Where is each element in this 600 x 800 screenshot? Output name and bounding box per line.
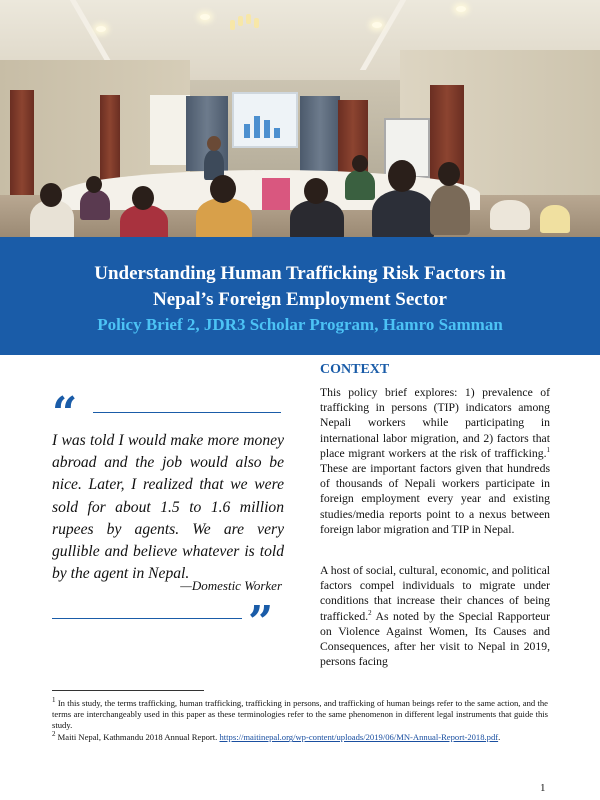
footnote-2 [52,732,548,743]
photo-lamp [200,14,210,20]
photo-attendee [290,200,344,237]
photo-attendee-head [86,176,102,193]
open-quote-icon: “ [52,388,78,439]
pull-quote-attribution: —Domestic Worker [180,578,282,593]
title-line: Understanding Human Trafficking Risk Factors in [94,263,506,284]
photo-attendee [430,185,470,235]
photo-attendee-head [210,175,236,203]
context-paragraph [320,563,550,669]
context-text: These are important factors given that hundreds of thousands of Nepali workers participate in foreign employment every year and existing studies/media reports point to a nexus between foreign labor migration and TIP in Nepal. [320,462,550,536]
footnote-text: . [498,732,501,743]
footnote-text: Maiti Nepal, Kathmandu 2018 Annual Report. [55,732,220,743]
photo-podium [262,178,290,210]
photo-lamp [372,22,382,28]
quote-rule-bottom [52,618,242,619]
context-text: A host of social, cultural, economic, and political factors compel individuals to migrate under conditions that increase their chances of being trafficked. [320,564,550,623]
footnote-mark: 2 [52,730,56,739]
context-heading: CONTEXT [320,362,390,377]
footnote-ref[interactable]: 2 [368,608,372,617]
footnote-mark: 1 [52,696,56,705]
page-number: 1 [540,782,546,794]
hero-photo [0,0,600,237]
footnotes [52,698,548,744]
photo-attendee-head [132,186,154,210]
photo-lamp [96,26,106,32]
photo-chandelier [228,10,264,40]
pull-quote-text: I was told I would make more money abroad and the job would also be nice. Later, I realized that we were sold for about 1.5 to 1.6 million rupees by agents. We are very gullible and believe whatever is told by the agent in Nepal. [52,432,284,583]
footnote-1 [52,698,548,731]
footnote-link[interactable]: https://maitinepal.org/wp-content/uploads/2019/06/MN-Annual-Report-2018.pdf [219,732,499,743]
photo-window [150,95,190,165]
photo-curtain [300,96,340,171]
context-paragraph [320,385,550,537]
photo-curtain [10,90,34,200]
photo-attendee-head [388,160,416,192]
quote-rule-top [93,412,281,413]
photo-attendee [372,190,434,237]
document-subtitle: Policy Brief 2, JDR3 Scholar Program, Hamro Samman [97,315,503,334]
photo-attendee-head [304,178,328,204]
photo-lamp [456,6,466,12]
photo-attendee [345,170,375,200]
photo-attendee [540,205,570,233]
photo-curtain [100,95,120,185]
photo-attendee-head [352,155,368,172]
title-line: Nepal’s Foreign Employment Sector [153,289,447,310]
close-quote-icon: ” [248,597,274,648]
context-text: This policy brief explores: 1) prevalence of trafficking in persons (TIP) indicators among Nepali workers while participating in international labor migration, and 2) factors that place migrant workers at the risk of trafficking. [320,386,550,460]
document-title [20,261,580,313]
footnote-text: In this study, the terms trafficking, human trafficking, trafficking in persons, and trafficking of human beings refer to the same action, and the terms are interchangeably used in this paper as these terminologies refer to the same phenomenon in different legal instruments that guide this study. [52,698,548,731]
photo-projection-screen [232,92,298,148]
photo-attendee [490,200,530,230]
photo-attendee [196,198,252,237]
photo-presenter-head [207,136,221,151]
photo-attendee-head [438,162,460,186]
footnote-ref[interactable]: 1 [546,445,550,454]
context-text: As noted by the Special Rapporteur on Violence Against Women, Its Causes and Consequences, after her visit to Nepal in 2019, persons facing [320,609,550,669]
footnote-separator [52,690,204,691]
photo-attendee [80,190,110,220]
photo-attendee-head [40,183,62,207]
